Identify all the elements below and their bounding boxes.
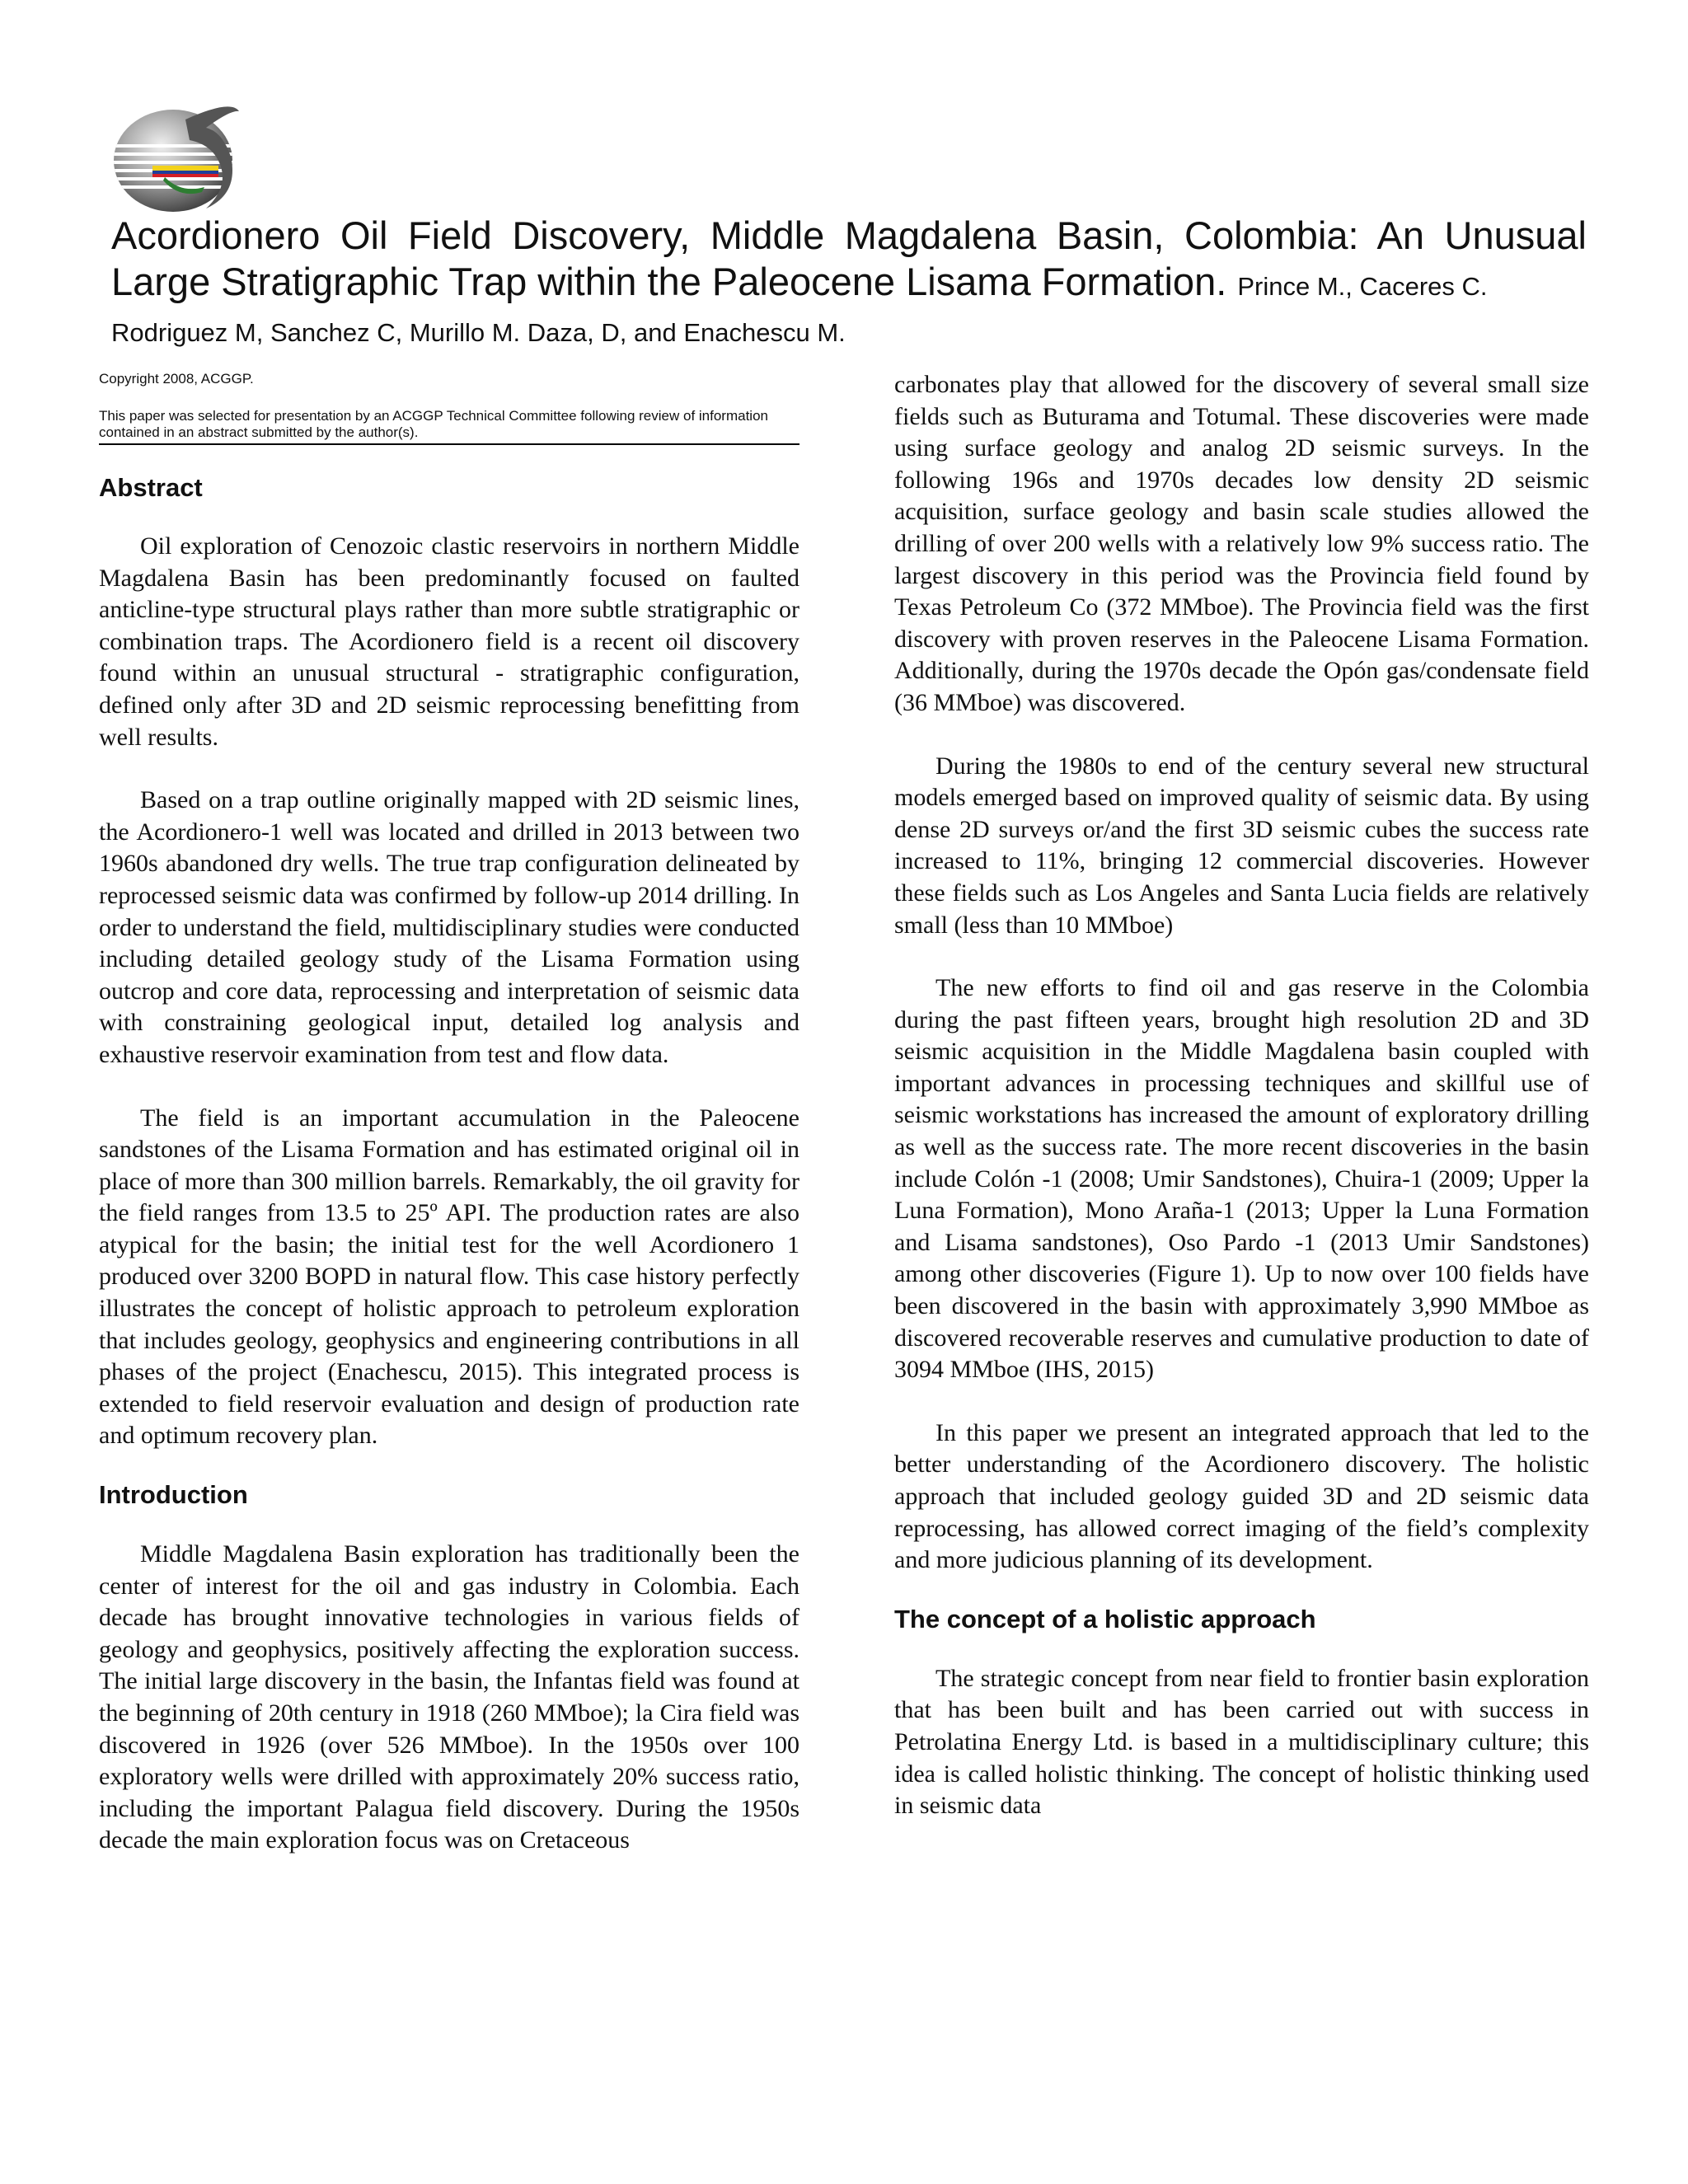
logo-red-band [152, 174, 218, 177]
title-block [111, 213, 1587, 351]
paper-title-line-1: Acordionero Oil Field Discovery, Middle Magdalena Basin, Colombia: An Unusual [111, 213, 1587, 257]
abstract-paragraph-1: Oil exploration of Cenozoic clastic reservoirs in northern Middle Magdalena Basin has been predominantly focused on faulted anticline-type structural plays rather than more subtle stratigraphic or combination traps. The Acordionero field is a recent oil discovery found within an unusual structural - stratigraphic configuration, defined only after 3D and 2D seismic reprocessing benefitting from well results. [99, 532, 799, 751]
paper-title-line-2 [111, 259, 1587, 310]
holistic-paragraph-1: The strategic concept from near field to frontier basin exploration that has been built and has been carried out with success in Petrolatina Energy Ltd. is based in a multidisciplinary culture; this idea is called holistic thinking. The concept of holistic thinking used in seismic data [894, 1664, 1589, 1820]
authors-part-1: Prince M., Caceres C. [1237, 272, 1488, 301]
introduction-paragraph-4: In this paper we present an integrated approach that led to the better understanding of the Acordionero discovery. The holistic approach that included geology guided 3D and 2D seismic data reprocessing, has allowed correct imaging of the field’s complexity and more judicious planning of its development. [894, 1418, 1589, 1574]
introduction-heading: Introduction [99, 1480, 248, 1510]
authors-part-2: Rodriguez M, Sanchez C, Murillo M. Daza, D, and Enachescu M. [111, 318, 846, 347]
right-column [894, 369, 1589, 1822]
copyright-notice: Copyright 2008, ACGGP. [99, 371, 254, 387]
acggp-logo [107, 95, 272, 218]
selection-note: This paper was selected for presentation by an ACGGP Technical Committee following review of information contained in an abstract submitted by the author(s). [99, 408, 799, 445]
left-column [99, 371, 799, 1857]
abstract-heading: Abstract [99, 473, 203, 502]
introduction-paragraph-2: During the 1980s to end of the century several new structural models emerged based on improved quality of seismic data. By using dense 2D surveys or/and the first 3D seismic cubes the success rate increased to 11%, bringing 12 commercial discoveries. However these fields such as Los Angeles and Santa Lucia fields are relatively small (less than 10 MMboe) [894, 752, 1589, 939]
logo-blue-band [152, 171, 218, 174]
holistic-heading: The concept of a holistic approach [894, 1604, 1316, 1633]
abstract-paragraph-3: The field is an important accumulation in the Paleocene sandstones of the Lisama Formation and has estimated original oil in place of more than 300 million barrels. Remarkably, the oil gravity for the field ranges from 13.5 to 25º API. The production rates are also atypical for the basin; the initial test for the well Acordionero 1 produced over 3200 BOPD in natural flow. This case history perfectly illustrates the concept of holistic approach to petroleum exploration that includes geology, geophysics and engineering contributions in all phases of the project (Enachescu, 2015). This integrated process is extended to field reservoir evaluation and design of production rate and optimum recovery plan. [99, 1104, 799, 1450]
introduction-paragraph-1-continued: carbonates play that allowed for the discovery of several small size fields such as Buturama and Totumal. These discoveries were made using surface geology and analog 2D seismic surveys. In the following 196s and 1970s decades low density 2D seismic acquisition, surface geology and basin scale studies allowed the drilling of over 200 wells with a relatively low 9% success ratio. The largest discovery in this period was the Provincia field found by Texas Petroleum Co (372 MMboe). The Provincia field was the first discovery with proven reserves in the Paleocene Lisama Formation. Additionally, during the 1970s decade the Opón gas/condensate field (36 MMboe) was discovered. [894, 371, 1589, 716]
introduction-paragraph-3: The new efforts to find oil and gas reserve in the Colombia during the past fifteen years, brought high resolution 2D and 3D seismic acquisition in the Middle Magdalena basin coupled with important advances in processing techniques and skillful use of seismic workstations has increased the amount of exploratory drilling as well as the success rate. The more recent discoveries in the basin include Colón -1 (2008; Umir Sandstones), Chuira-1 (2009; Upper la Luna Formation), Mono Araña-1 (2013; Upper la Luna Formation and Lisama sandstones), Oso Pardo -1 (2013 Umir Sandstones) among other discoveries (Figure 1). Up to now over 100 fields have been discovered in the basin with approximately 3,990 MMboe as discovered recoverable reserves and cumulative production to date of 3094 MMboe (IHS, 2015) [894, 974, 1589, 1384]
logo-yellow-band [152, 166, 218, 171]
introduction-paragraph-1: Middle Magdalena Basin exploration has traditionally been the center of interest for the oil and gas industry in Colombia. Each decade has brought innovative technologies in various fields of geology and geophysics, positively affecting the exploration success. The initial large discovery in the basin, the Infantas field was found at the beginning of 20th century in 1918 (260 MMboe); la Cira field was discovered in 1926 (over 526 MMboe). In the 1950s over 100 exploratory wells were drilled with approximately 20% success ratio, including the important Palagua field discovery. During the 1950s decade the main exploration focus was on Cretaceous [99, 1540, 799, 1854]
paper-title-line-2-text: Large Stratigraphic Trap within the Paleocene Lisama Formation. [111, 260, 1227, 303]
abstract-paragraph-2: Based on a trap outline originally mapped with 2D seismic lines, the Acordionero-1 well was located and drilled in 2013 between two 1960s abandoned dry wells. The true trap configuration delineated by reprocessed seismic data was confirmed by follow-up 2014 drilling. In order to understand the field, multidisciplinary studies were conducted including detailed geology study of the Lisama Formation using outcrop and core data, reprocessing and interpretation of seismic data with constraining geological input, detailed log analysis and exhaustive reservoir examination from test and flow data. [99, 786, 799, 1068]
